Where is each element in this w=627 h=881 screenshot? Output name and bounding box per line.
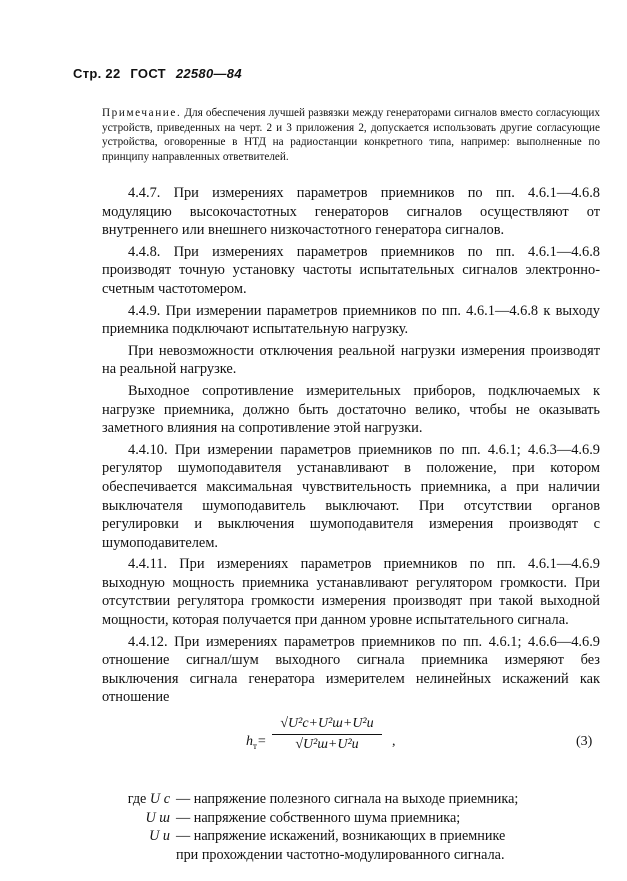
note-text: Для обеспечения лучшей развязки между генераторами сигналов вместо согласующих устройств, приведенных на черт. 2 и 3 приложения 2, допускается использовать другие согласующие устройства, оговоренные в НТД на радиостанции конкретного типа, например: выполненные по принципу направленных ответвителей.	[102, 107, 600, 163]
formula-lhs-sub: т	[253, 740, 257, 751]
legend-symbol	[78, 790, 176, 809]
paragraph-real-load: При невозможности отключения реальной нагрузки измерения производят на реальной нагрузке.	[102, 342, 600, 378]
formula-number: (3)	[576, 734, 593, 749]
standard-number: 22580—84	[175, 66, 242, 81]
standard-label: ГОСТ	[130, 66, 166, 81]
legend-symbol-uc: U с	[149, 791, 170, 807]
legend-symbol-ui: U и	[149, 828, 170, 845]
formula-numerator: √U²с+U²ш+U²и	[280, 716, 374, 731]
legend-desc: — напряжение искажений, возникающих в приемнике	[176, 828, 506, 845]
fraction-bar	[272, 734, 382, 735]
formula-equals: =	[256, 734, 267, 749]
legend-symbol-ush: U ш	[145, 809, 170, 826]
variable-legend	[78, 790, 608, 864]
paragraph-4-4-10: 4.4.10. При измерении параметров приемников по пп. 4.6.1; 4.6.3—4.6.9 регулятор шумоподавителя устанавливают в положение, при котором обеспечивается максимальная чувствительность приемника, а при наличии выключателя шумоподавитель выключают. При отсутствии органов регулировки и выключения шумоподавителя измерения производят с шумоподавителем.	[102, 441, 600, 551]
page-header	[73, 66, 248, 81]
formula-3	[246, 716, 606, 772]
legend-row	[78, 790, 608, 809]
legend-row	[78, 809, 608, 828]
legend-desc: — напряжение полезного сигнала на выходе приемника;	[176, 791, 519, 807]
legend-desc: — напряжение собственного шума приемника;	[176, 809, 461, 826]
legend-where: где	[127, 791, 147, 807]
legend-row-continuation	[78, 846, 608, 865]
note-label: Примечание.	[102, 107, 182, 119]
formula-denominator: √U²ш+U²и	[295, 737, 359, 752]
paragraph-4-4-7: 4.4.7. При измерениях параметров приемников по пп. 4.6.1—4.6.8 модуляцию высокочастотных генераторов сигналов осуществляют от внутреннего или внешнего низкочастотного генератора сигналов.	[102, 185, 600, 239]
paragraph-4-4-12: 4.4.12. При измерениях параметров приемников по пп. 4.6.1; 4.6.6—4.6.9 отношение сигнал/шум выходного сигнала приемника измеряют без выключения сигнала генератора измерителем нелинейных искажений как отношение	[102, 633, 600, 706]
page-number: Стр. 22	[73, 66, 121, 81]
paragraph-4-4-11: 4.4.11. При измерениях параметров приемников по пп. 4.6.1—4.6.9 выходную мощность приемника устанавливают регулятором громкости. При отсутствии регулятора громкости измерения производят при такой выходной мощности, которая получается при данном уровне испытательного сигнала.	[102, 556, 600, 629]
formula-comma: ,	[392, 734, 396, 749]
legend-desc-continuation: при прохождении частотно-модулированного сигнала.	[176, 846, 505, 863]
formula-lhs	[246, 734, 266, 751]
paragraph-4-4-9: 4.4.9. При измерении параметров приемников по пп. 4.6.1—4.6.8 к выходу приемника подключают испытательную нагрузку.	[102, 302, 600, 338]
body-text	[102, 184, 600, 710]
legend-row	[78, 827, 608, 846]
paragraph-4-4-8: 4.4.8. При измерениях параметров приемников по пп. 4.6.1—4.6.8 производят точную установку частоты испытательных сигналов электронно-счетным частотомером.	[102, 243, 600, 297]
formula-fraction	[272, 716, 382, 753]
formula-lhs-symbol: h	[246, 734, 253, 749]
note-block	[102, 106, 600, 164]
paragraph-output-resistance: Выходное сопротивление измерительных приборов, подключаемых к нагрузке приемника, должно быть достаточно велико, чтобы не оказывать заметного влияния на сопротивление этой нагрузки.	[102, 382, 600, 437]
